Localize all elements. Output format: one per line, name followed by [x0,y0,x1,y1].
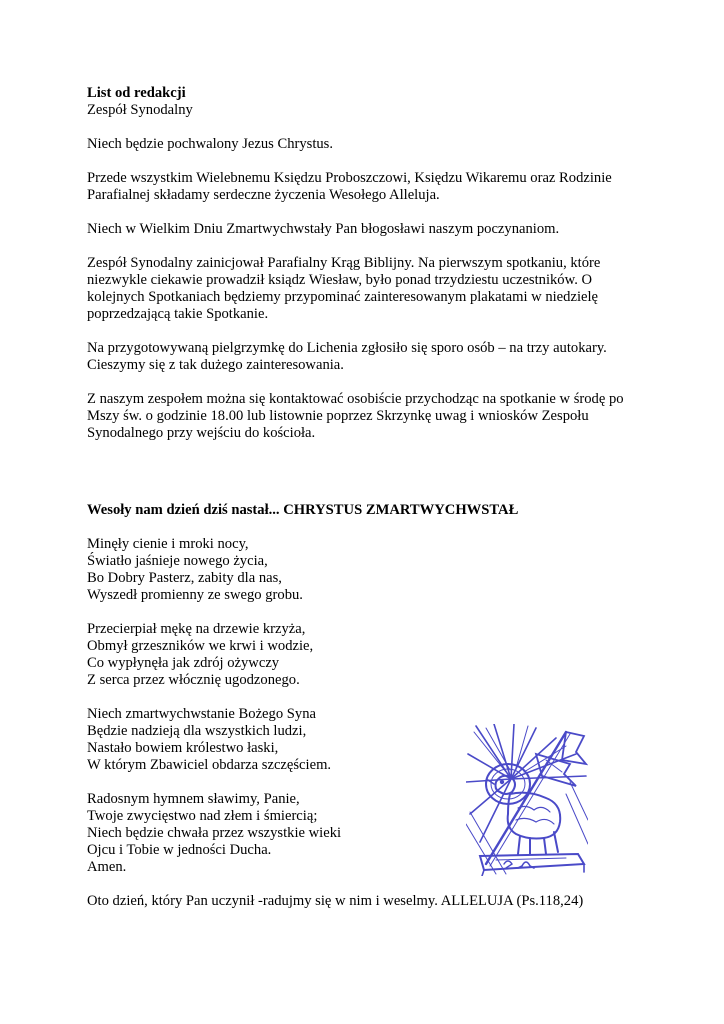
letter-line: Synodalnego przy wejściu do kościoła. [87,425,316,441]
hymn-line: Amen. [87,859,127,875]
hymn-line: Będzie nadzieją dla wszystkich ludzi, [87,723,307,739]
letter-line: Niech będzie pochwalony Jezus Chrystus. [87,136,334,152]
letter-line: Mszy św. o godzinie 18.00 lub listownie poprzez Skrzynkę uwag i wniosków Zespołu [87,408,589,424]
letter-author: Zespół Synodalny [87,102,193,118]
letter-line: Przede wszystkim Wielebnemu Księdzu Proboszczowi, Księdzu Wikaremu oraz Rodzinie [87,170,612,186]
hymn-line: Twoje zwycięstwo nad złem i śmiercią; [87,808,318,824]
hymn-line: Wyszedł promienny ze swego grobu. [87,587,303,603]
hymn-line: Minęły cienie i mroki nocy, [87,536,249,552]
hymn-line: Przecierpiał mękę na drzewie krzyża, [87,621,306,637]
letter-line: Z naszym zespołem można się kontaktować osobiście przychodząc na spotkanie w środę po [87,391,624,407]
hymn-line: Co wypłynęła jak zdrój ożywczy [87,655,280,671]
editorial-letter [87,85,647,442]
hymn-line: Nastało bowiem królestwo łaski, [87,740,279,756]
hymn-line: W którym Zbawiciel obdarza szczęściem. [87,757,332,773]
letter-line: poprzedzającą takie Spotkanie. [87,306,269,322]
hymn-line: Radosnym hymnem sławimy, Panie, [87,791,300,807]
hymn-line: Niech będzie chwała przez wszystkie wieki [87,825,342,841]
letter-line: niezwykle ciekawie prowadził ksiądz Wiesław, było ponad trzydziestu uczestników. O [87,272,593,288]
letter-line: kolejnych Spotkaniach będziemy przypominać zainteresowanym plakatami w niedzielę [87,289,599,305]
hymn-line: Z serca przez włócznię ugodzonego. [87,672,300,688]
letter-heading: List od redakcji [87,85,186,101]
letter-line: Zespół Synodalny zainicjował Parafialny Krąg Biblijny. Na pierwszym spotkaniu, które [87,255,601,271]
hymn-title: Wesoły nam dzień dziś nastał... CHRYSTUS ZMARTWYCHWSTAŁ [87,502,519,518]
letter-line: Cieszymy się z tak dużego zainteresowania. [87,357,344,373]
letter-line: Niech w Wielkim Dniu Zmartwychwstały Pan błogosławi naszym poczynaniom. [87,221,560,237]
paschal-lamb-icon [466,724,588,876]
hymn-line: Ojcu i Tobie w jedności Ducha. [87,842,272,858]
hymn-line: Bo Dobry Pasterz, zabity dla nas, [87,570,282,586]
hymn-line: Światło jaśnieje nowego życia, [87,553,268,569]
hymn-line: Niech zmartwychwstanie Bożego Syna [87,706,316,722]
letter-line: Na przygotowywaną pielgrzymkę do Lichenia zgłosiło się sporo osób – na trzy autokary. [87,340,607,356]
hymn-line: Obmył grzeszników we krwi i wodzie, [87,638,314,654]
hymn-closing: Oto dzień, który Pan uczynił -radujmy się w nim i weselmy. ALLELUJA (Ps.118,24) [87,893,584,909]
letter-line: Parafialnej składamy serdeczne życzenia Wesołego Alleluja. [87,187,440,203]
